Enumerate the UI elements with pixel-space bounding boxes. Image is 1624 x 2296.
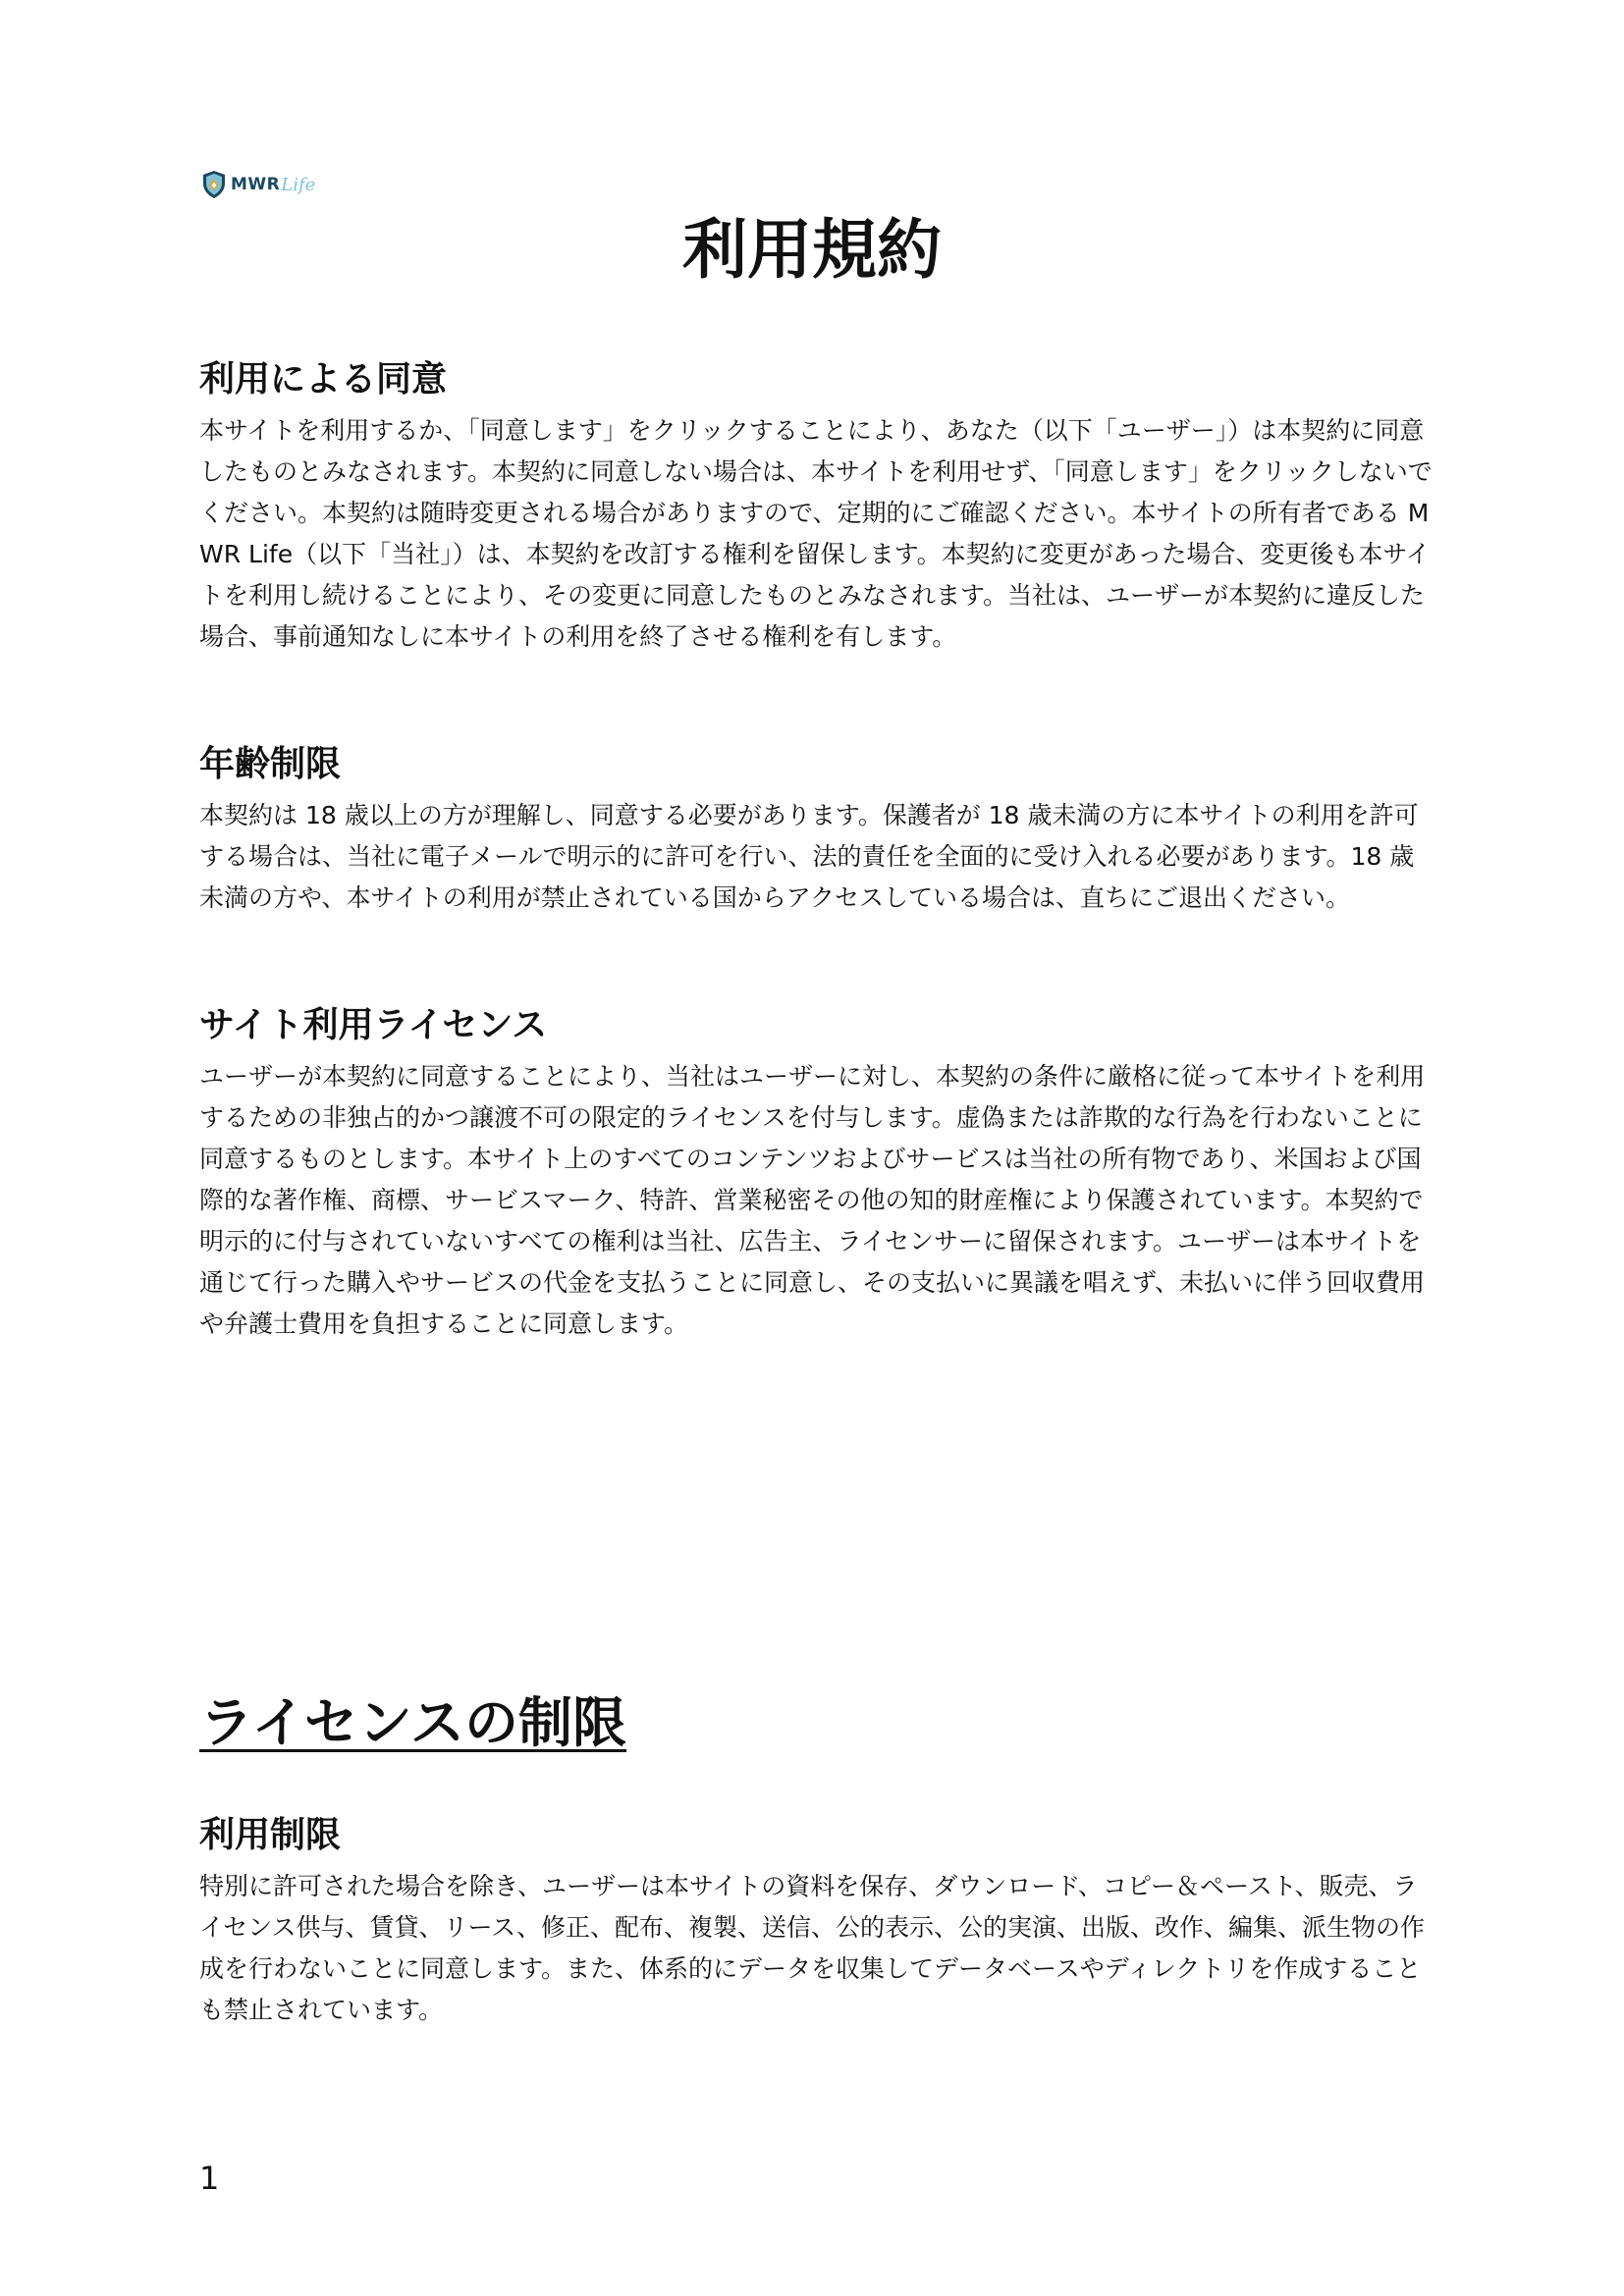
shield-icon [201, 170, 227, 199]
section-age-restriction [199, 743, 1436, 919]
logo-script-text: Life [281, 174, 316, 195]
section-body: 特別に許可された場合を除き、ユーザーは本サイトの資料を保存、ダウンロード、コピー＆ペースト、販売、ライセンス供与、賃貸、リース、修正、配布、複製、送信、公的表示、公的実演、出版、改作、編集、派生物の作成を行わないことに同意します。また、体系的にデータを収集してデータベースやディレクトリを作成することも禁止されています。 [199, 1872, 1426, 2025]
section-usage-restrictions [199, 1814, 1436, 2031]
company-logo [201, 167, 315, 202]
section-heading: 年齢制限 [199, 744, 342, 784]
page-number: 1 [199, 2160, 220, 2197]
document-title: 利用規約 [682, 212, 942, 288]
logo-brand-text: MWR [231, 175, 281, 194]
license-restrictions-title: ライセンスの制限 [199, 1691, 627, 1754]
section-heading: サイト利用ライセンス [199, 1005, 548, 1045]
section-site-license [199, 1004, 1436, 1345]
section-consent [199, 358, 1436, 658]
section-body: 本契約は 18 歳以上の方が理解し、同意する必要があります。保護者が 18 歳未満の方に本サイトの利用を許可する場合は、当社に電子メールで明示的に許可を行い、法的責任を全面的に受け入れる必要があります。18 歳未満の方や、本サイトの利用が禁止されている国からアクセスしている場合は、直ちにご退出ください。 [199, 801, 1419, 913]
section-body: ユーザーが本契約に同意することにより、当社はユーザーに対し、本契約の条件に厳格に従って本サイトを利用するための非独占的かつ譲渡不可の限定的ライセンスを付与します。虚偽または詐欺的な行為を行わないことに同意するものとします。本サイト上のすべてのコンテンツおよびサービスは当社の所有物であり、米国および国際的な著作権、商標、サービスマーク、特許、営業秘密その他の知的財産権により保護されています。本契約で明示的に付与されていないすべての権利は当社、広告主、ライセンサーに留保されます。ユーザーは本サイトを通じて行った購入やサービスの代金を支払うことに同意し、その支払いに異議を唱えず、未払いに伴う回収費用や弁護士費用を負担することに同意します。 [199, 1062, 1426, 1339]
section-body: 本サイトを利用するか、「同意します」をクリックすることにより、あなた（以下「ユーザー」）は本契約に同意したものとみなされます。本契約に同意しない場合は、本サイトを利用せず、「同意します」をクリックしないでください。本契約は随時変更される場合がありますので、定期的にご確認ください。本サイトの所有者である MWR Life（以下「当社」）は、本契約を改訂する権利を留保します。本契約に変更があった場合、変更後も本サイトを利用し続けることにより、その変更に同意したものとみなされます。当社は、ユーザーが本契約に違反した場合、事前通知なしに本サイトの利用を終了させる権利を有します。 [199, 416, 1433, 652]
section-heading: 利用による同意 [199, 359, 448, 400]
section-heading: 利用制限 [199, 1815, 342, 1855]
